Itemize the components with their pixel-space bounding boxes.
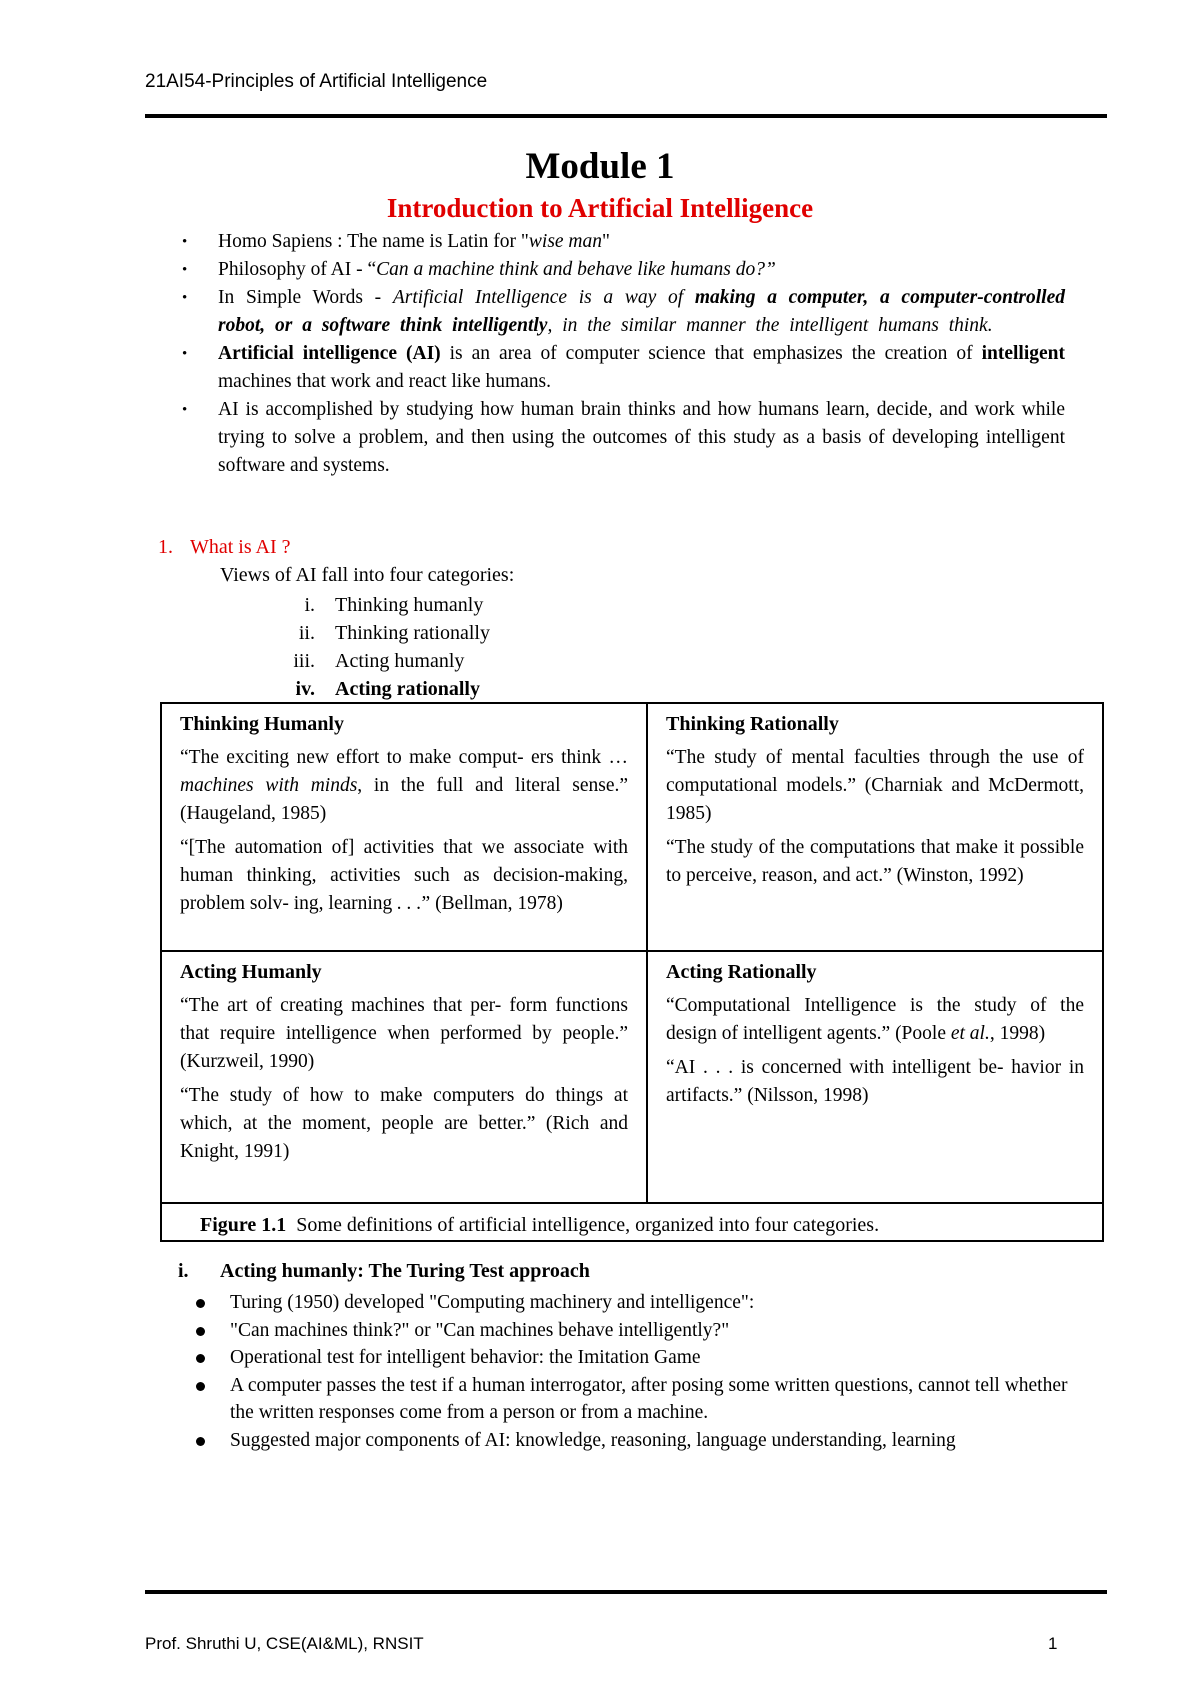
section-heading-turing-test xyxy=(178,1260,590,1283)
intro-item-ai-definition xyxy=(160,340,1065,396)
list-item: A computer passes the test if a human interrogator, after posing some written questions, cannot tell whether the written responses come from a person or from a machine. xyxy=(190,1372,1070,1427)
module-title: Module 1 xyxy=(525,146,675,187)
cell-quote: “The study of how to make computers do things at which, at the moment, people are better.” (Rich and Knight, 1991) xyxy=(180,1085,628,1162)
bullet-icon: • xyxy=(182,262,188,278)
running-header: 21AI54-Principles of Artificial Intelligence xyxy=(145,71,488,92)
intro-list xyxy=(160,228,1065,480)
list-item: ii. Thinking rationally xyxy=(255,619,490,647)
intro-item-homo-sapiens xyxy=(160,228,1065,256)
figure-caption xyxy=(162,1202,1102,1240)
cell-quote: “The exciting new effort to make comput- ers think … machines with minds, in the full and literal sense.” (Haugeland, 1985) xyxy=(180,747,628,824)
figure-label: Figure 1.1 xyxy=(200,1214,287,1236)
cell-quote: “[The automation of] activities that we associate with human thinking, activities such as decision-making, problem solv- ing, learning . . .” (Bellman, 1978) xyxy=(180,837,628,914)
intro-item-text: Artificial intelligence (AI) is an area of computer science that emphasizes the creation of intelligent machines that work and react like humans. xyxy=(218,343,1065,392)
footer-rule xyxy=(145,1590,1107,1594)
intro-item-text: Homo Sapiens : The name is Latin for "wise man" xyxy=(218,231,610,252)
list-item: iii. Acting humanly xyxy=(255,647,490,675)
section-heading-text: What is AI ? xyxy=(190,536,291,558)
definitions-table xyxy=(160,702,1104,1242)
intro-item-simple-words xyxy=(160,284,1065,340)
cell-title: Acting Rationally xyxy=(666,961,817,983)
cell-title: Acting Humanly xyxy=(180,961,322,983)
cell-quote: “Computational Intelligence is the study of the design of intelligent agents.” (Poole et al., 1998) xyxy=(666,995,1084,1044)
bullet-icon: • xyxy=(182,346,188,362)
module-subtitle: Introduction to Artificial Intelligence xyxy=(386,193,814,223)
bullet-icon: • xyxy=(182,402,188,418)
section-number: i. xyxy=(178,1260,189,1282)
list-item: i. Thinking humanly xyxy=(255,591,490,619)
section-heading-text: Acting humanly: The Turing Test approach xyxy=(220,1260,590,1282)
list-number: iv. xyxy=(295,678,315,700)
intro-item-text: Philosophy of AI - “Can a machine think and behave like humans do?” xyxy=(218,259,776,280)
intro-item-text: In Simple Words - Artificial Intelligence is a way of making a computer, a computer-controlled robot, or a software think intelligently, in the similar manner the intelligent humans think. xyxy=(218,287,1065,336)
section-number: 1. xyxy=(158,536,173,558)
footer-author: Prof. Shruthi U, CSE(AI&ML), RNSIT xyxy=(145,1634,424,1653)
list-number: i. xyxy=(304,594,315,616)
bullet-icon: • xyxy=(182,290,188,306)
cell-title: Thinking Rationally xyxy=(666,713,839,735)
header-rule xyxy=(145,114,1107,118)
list-item: Turing (1950) developed "Computing machinery and intelligence": xyxy=(190,1289,1070,1317)
bullet-icon xyxy=(196,1437,205,1446)
categories-list xyxy=(255,591,490,703)
list-number: ii. xyxy=(298,622,315,644)
list-item: iv. Acting rationally xyxy=(255,675,490,703)
list-number: iii. xyxy=(293,650,315,672)
table-cell-thinking-humanly xyxy=(162,704,648,952)
cell-quote: “The study of the computations that make it possible to perceive, reason, and act.” (Winston, 1992) xyxy=(666,837,1084,886)
table-cell-acting-rationally xyxy=(648,952,1102,1202)
page-number: 1 xyxy=(1048,1634,1058,1653)
bullet-icon: • xyxy=(182,234,188,250)
turing-list xyxy=(190,1289,1070,1454)
bullet-icon xyxy=(196,1327,205,1336)
bullet-icon xyxy=(196,1299,205,1308)
list-item: Operational test for intelligent behavior: the Imitation Game xyxy=(190,1344,1070,1372)
cell-quote: “AI . . . is concerned with intelligent be- havior in artifacts.” (Nilsson, 1998) xyxy=(666,1057,1084,1106)
cell-title: Thinking Humanly xyxy=(180,713,344,735)
list-item: Suggested major components of AI: knowledge, reasoning, language understanding, learning xyxy=(190,1427,1070,1455)
section-heading-what-is-ai xyxy=(158,536,291,559)
intro-item-philosophy xyxy=(160,256,1065,284)
figure-caption-text: Some definitions of artificial intelligence, organized into four categories. xyxy=(296,1214,880,1236)
intro-item-text: AI is accomplished by studying how human brain thinks and how humans learn, decide, and work while trying to solve a problem, and then using the outcomes of this study as a basis of developing intelligent software and systems. xyxy=(218,399,1065,476)
bullet-icon xyxy=(196,1382,205,1391)
table-cell-acting-humanly xyxy=(162,952,648,1202)
table-cell-thinking-rationally xyxy=(648,704,1102,952)
cell-quote: “The study of mental faculties through the use of computational models.” (Charniak and McDermott, 1985) xyxy=(666,747,1084,824)
bullet-icon xyxy=(196,1354,205,1363)
list-item: "Can machines think?" or "Can machines behave intelligently?" xyxy=(190,1317,1070,1345)
views-intro: Views of AI fall into four categories: xyxy=(220,564,515,586)
cell-quote: “The art of creating machines that per- form functions that require intelligence when performed by people.” (Kurzweil, 1990) xyxy=(180,995,628,1072)
intro-item-ai-accomplished xyxy=(160,396,1065,480)
